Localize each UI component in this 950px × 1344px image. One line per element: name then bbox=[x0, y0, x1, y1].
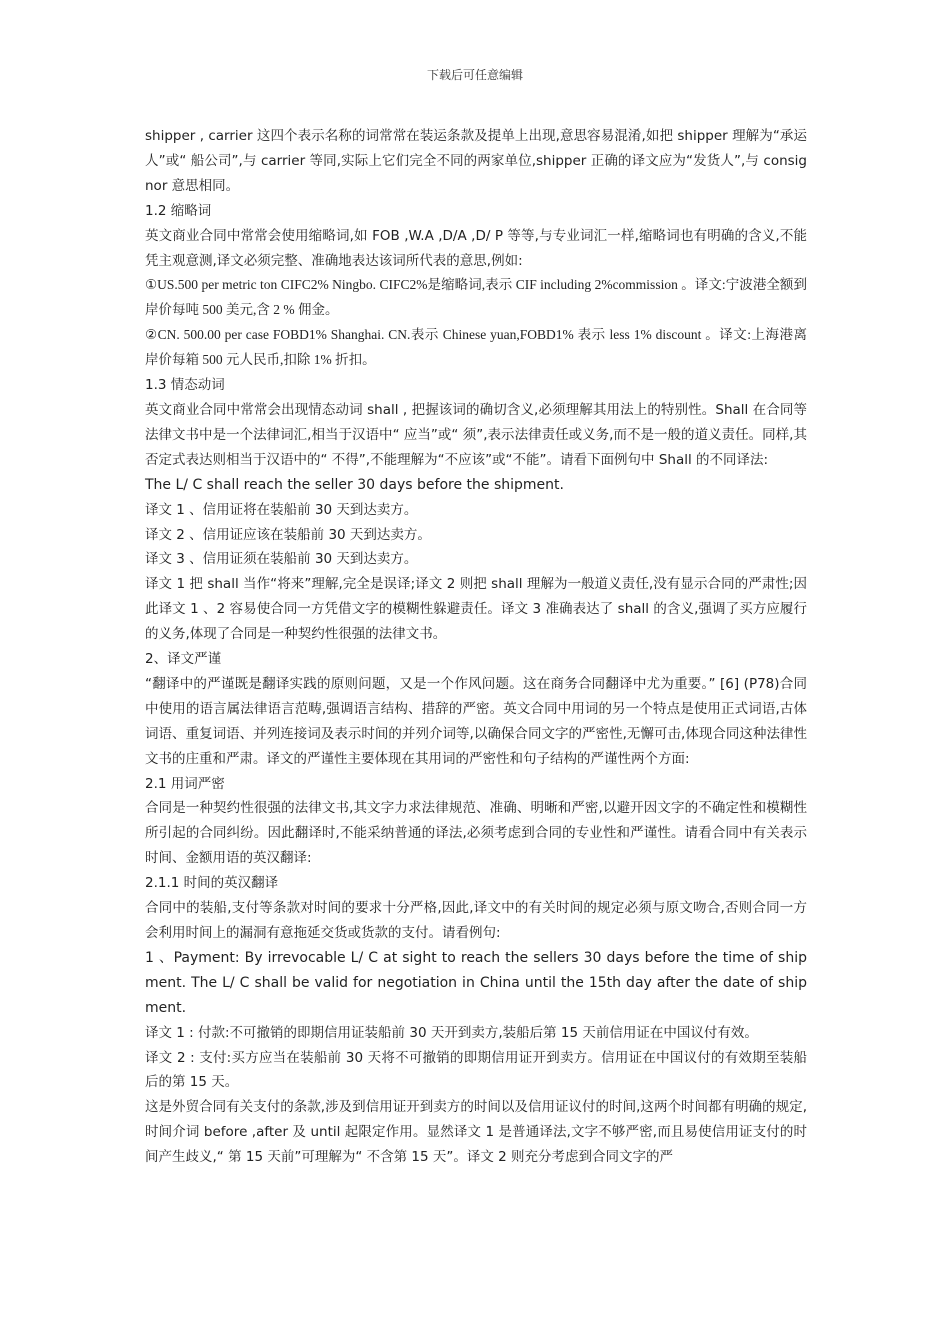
paragraph: 译文 1 把 shall 当作“将来”理解,完全是误译;译文 2 则把 shall 理解为一般道义责任,没有显示合同的严肃性;因此译文 1 、2 容易使合同一方凭借文字的模糊性躲避责任。译文 3 准确表达了 shall 的含义,强调了买方应履行的义务,体现了合同是一种契约性很强的法律文书。 bbox=[145, 576, 807, 643]
section-heading: 2、译文严谨 bbox=[145, 651, 222, 668]
paragraph: 合同中的装船,支付等条款对时间的要求十分严格,因此,译文中的有关时间的规定必须与原文吻合,否则合同一方会利用时间上的漏洞有意拖延交货或货款的支付。请看例句: bbox=[145, 900, 807, 941]
paragraph: 英文商业合同中常常会出现情态动词 shall , 把握该词的确切含义,必须理解其用法上的特别性。Shall 在合同等法律文书中是一个法律词汇,相当于汉语中“ 应当”或“ 须”,表示法律责任或义务,而不是一般的道义责任。同样,其否定式表达则相当于汉语中的“ 不得”,不能理解为“不应该”或“不能”。请看下面例句中 Shall 的不同译法: bbox=[145, 401, 807, 468]
paragraph: 合同是一种契约性很强的法律文书,其文字力求法律规范、准确、明晰和严密,以避开因文字的不确定性和模糊性所引起的合同纠纷。因此翻译时,不能采纳普通的译法,必须考虑到合同的专业性和严谨性。请看合同中有关表示时间、金额用语的英汉翻译: bbox=[145, 800, 807, 867]
section-heading: 1.3 情态动词 bbox=[145, 377, 225, 394]
section-heading: 2.1.1 时间的英汉翻译 bbox=[145, 875, 279, 892]
section-heading: 1.2 缩略词 bbox=[145, 202, 212, 219]
document-body bbox=[145, 124, 807, 1170]
paragraph: 这是外贸合同有关支付的条款,涉及到信用证开到卖方的时间以及信用证议付的时间,这两个时间都有明确的规定,时间介词 before ,after 及 until 起限定作用。显然译文 1 是普通译法,文字不够严密,而且易使信用证支付的时间产生歧义,“ 第 15 天前”可理解为“ 不含第 15 天”。译文 2 则充分考虑到合同文字的严 bbox=[145, 1099, 807, 1166]
page-header: 下载后可任意编辑 bbox=[426, 68, 523, 82]
translation-line: 译文 1 : 付款:不可撤销的即期信用证装船前 30 天开到卖方,装船后第 15 天前信用证在中国议付有效。 bbox=[145, 1024, 758, 1041]
translation-line: 译文 3 、信用证须在装船前 30 天到达卖方。 bbox=[145, 551, 418, 568]
example-sentence: The L/ C shall reach the seller 30 days before the shipment. bbox=[145, 476, 564, 493]
translation-line: 译文 2 : 支付:买方应当在装船前 30 天将不可撤销的即期信用证开到卖方。信用证在中国议付的有效期至装船后的第 15 天。 bbox=[145, 1049, 807, 1091]
paragraph: “翻译中的严谨既是翻译实践的原则问题，又是一个作风问题。这在商务合同翻译中尤为重要。” [6] (P78)合同中使用的语言属法律语言范畴,强调语言结构、措辞的严密。英文合同中用词的另一个特点是使用正式词语,古体词语、重复词语、并列连接词及表示时间的并列介词等,以确保合同文字的严密性,无懈可击,体现合同这种法律性文书的庄重和严肃。译文的严谨性主要体现在其用词的严密性和句子结构的严谨性两个方面: bbox=[145, 675, 807, 767]
paragraph: shipper , carrier 这四个表示名称的词常常在装运条款及提单上出现,意思容易混淆,如把 shipper 理解为“承运人”或“ 船公司”,与 carrier 等同,实际上它们完全不同的两家单位,shipper 正确的译文应为“发货人”,与 consignor 意思相同。 bbox=[145, 128, 807, 194]
example-item: ②CN. 500.00 per case FOBD1% Shanghai. CN.表示 Chinese yuan,FOBD1% 表示 less 1% discount 。译文:上海港离岸价每箱 500 元人民币,扣除 1% 折扣。 bbox=[145, 327, 807, 368]
section-heading: 2.1 用词严密 bbox=[145, 775, 225, 792]
paragraph: 英文商业合同中常常会使用缩略词,如 FOB ,W.A ,D/A ,D/ P 等等,与专业词汇一样,缩略词也有明确的含义,不能凭主观意测,译文必须完整、准确地表达该词所代表的意思,例如: bbox=[145, 227, 807, 269]
example-item: ①US.500 per metric ton CIFC2% Ningbo. CIFC2%是缩略词,表示 CIF including 2%commission 。译文:宁波港全额到岸价每吨 500 美元,含 2 % 佣金。 bbox=[145, 277, 807, 318]
translation-line: 译文 1 、信用证将在装船前 30 天到达卖方。 bbox=[145, 501, 418, 518]
translation-line: 译文 2 、信用证应该在装船前 30 天到达卖方。 bbox=[145, 526, 431, 543]
example-sentence: 1 、Payment: By irrevocable L/ C at sight to reach the sellers 30 days before the time of shipment. The L/ C shall be valid for negotiation in China until the 15th day after the date of shipment. bbox=[145, 949, 807, 1016]
